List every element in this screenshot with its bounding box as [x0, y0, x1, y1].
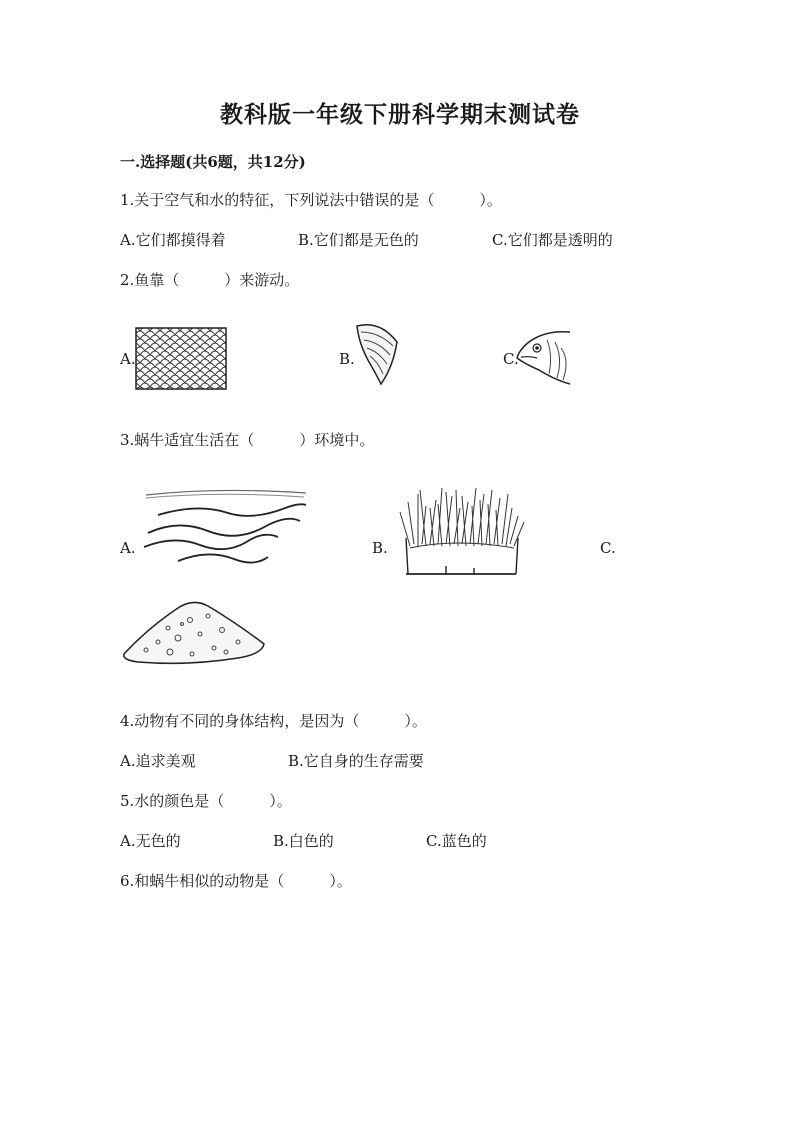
question-3-option-a[interactable]: A.	[120, 539, 136, 557]
question-5-option-a[interactable]: A.无色的	[120, 832, 181, 850]
question-6-text: 6.和蜗牛相似的动物是（ ）。	[120, 872, 352, 890]
soil-mound-image	[118, 598, 268, 666]
question-1-option-b[interactable]: B.它们都是无色的	[298, 231, 419, 249]
question-4-option-b[interactable]: B.它自身的生存需要	[288, 752, 424, 770]
question-1-option-c[interactable]: C.它们都是透明的	[492, 231, 613, 249]
fish-scales-image	[135, 327, 227, 390]
question-2-option-b[interactable]: B.	[339, 350, 355, 368]
question-4-text: 4.动物有不同的身体结构，是因为（ ）。	[120, 712, 427, 730]
question-5-option-b[interactable]: B.白色的	[273, 832, 334, 850]
question-2-text: 2.鱼靠（ ）来游动。	[120, 271, 300, 289]
question-1-text: 1.关于空气和水的特征，下列说法中错误的是（ ）。	[120, 191, 502, 209]
question-2-option-a[interactable]: A.	[120, 350, 136, 368]
question-3-option-c[interactable]: C.	[600, 539, 616, 557]
question-2-option-c[interactable]: C.	[503, 350, 519, 368]
grass-image	[396, 486, 528, 578]
question-4-option-a[interactable]: A.追求美观	[120, 752, 196, 770]
question-5-text: 5.水的颜色是（ ）。	[120, 792, 292, 810]
section-heading: 一.选择题(共6题，共12分)	[120, 153, 306, 171]
fin-image	[355, 322, 400, 387]
page-title: 教科版一年级下册科学期末测试卷	[220, 101, 580, 128]
fish-head-image	[515, 330, 570, 385]
question-3-text: 3.蜗牛适宜生活在（ ）环境中。	[120, 431, 375, 449]
question-3-option-b[interactable]: B.	[372, 539, 388, 557]
question-1-option-a[interactable]: A.它们都摸得着	[120, 231, 226, 249]
water-stream-image	[138, 485, 310, 570]
question-5-option-c[interactable]: C.蓝色的	[426, 832, 487, 850]
